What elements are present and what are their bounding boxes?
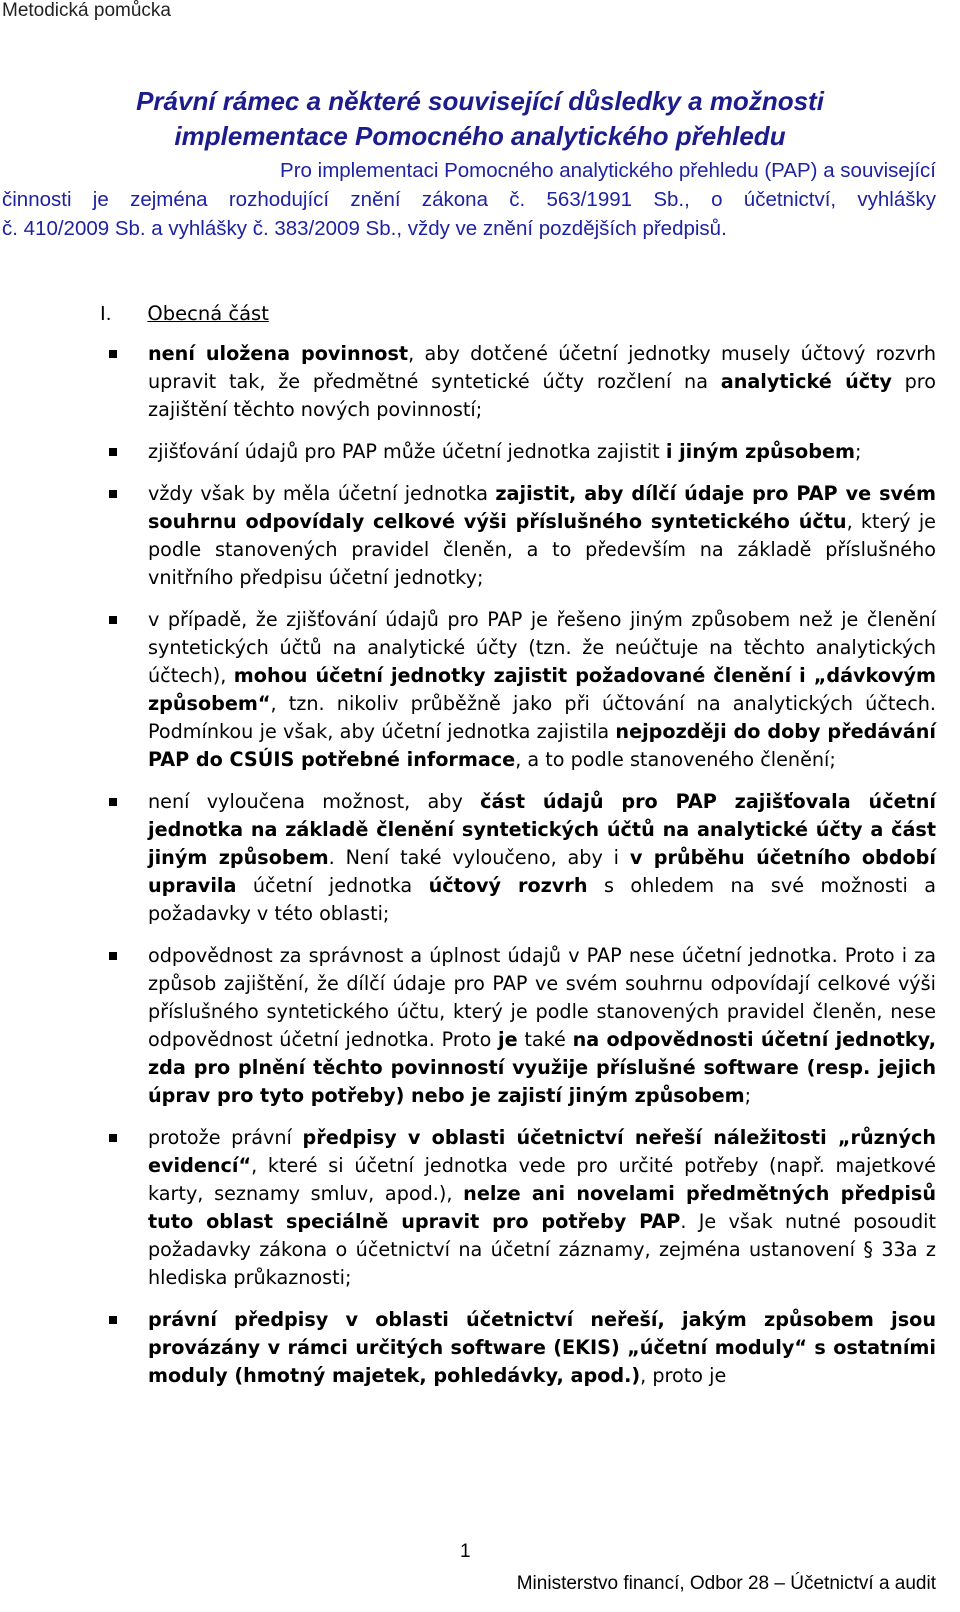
footer: Ministerstvo financí, Odbor 28 – Účetnictví a audit: [516, 1573, 936, 1594]
square-bullet-icon: [109, 350, 117, 358]
text: pro zajištění těchto nových povinností;: [148, 370, 936, 421]
document-title: [0, 84, 960, 154]
text: , které si účetní jednotka vede pro určité potřeby (např. majetkové karty, seznamy smluv, apod.),: [148, 1154, 936, 1205]
text: ;: [744, 1084, 752, 1107]
bold-text: je: [498, 1028, 518, 1051]
text: , který je podle stanovených pravidel členěn, a to především na základě příslušného vnitřního předpisu účetní jednotky;: [148, 510, 936, 589]
text: , tzn. nikoliv průběžně jako při účtování na analytických účtech. Podmínkou je však, aby účetní jednotka zajistila: [148, 692, 936, 743]
square-bullet-icon: [109, 798, 117, 806]
square-bullet-icon: [109, 1134, 117, 1142]
bold-text: na odpovědnosti účetní jednotky, zda pro plnění těchto povinností využije příslušné software (resp. jejich úprav pro tyto potřeby) nebo je zajistí jiným způsobem: [148, 1028, 936, 1107]
section-heading: [100, 302, 269, 326]
bold-text: nelze ani novelami předmětných předpisů tuto oblast speciálně upravit pro potřeby PAP: [148, 1182, 936, 1233]
list-item: [106, 1306, 936, 1390]
square-bullet-icon: [109, 490, 117, 498]
bold-text: právní předpisy v oblasti účetnictví neřeší, jakým způsobem jsou provázány v rámci určitých software (EKIS) „účetní moduly“ s ostatními moduly (hmotný majetek, pohledávky, apod.): [148, 1308, 936, 1387]
list-item: [106, 606, 936, 774]
text: , proto je: [640, 1364, 727, 1387]
section-number: I.: [100, 302, 112, 325]
square-bullet-icon: [109, 616, 117, 624]
section-title: Obecná část: [147, 302, 269, 325]
list-item: [106, 340, 936, 424]
text: účetní jednotka: [236, 874, 429, 897]
page-number: 1: [460, 1541, 471, 1562]
title-line-2: implementace Pomocného analytického přehledu: [174, 121, 786, 151]
intro-line-2: činnosti je zejména rozhodující znění zákona č. 563/1991 Sb., o účetnictví, vyhlášky: [2, 188, 936, 211]
list-item: [106, 438, 936, 466]
text: protože právní: [148, 1126, 303, 1149]
list-item: [106, 788, 936, 928]
text: , a to podle stanoveného členění;: [515, 748, 836, 771]
square-bullet-icon: [109, 448, 117, 456]
bold-text: i jiným způsobem: [665, 440, 855, 463]
intro-line-1: Pro implementaci Pomocného analytického přehledu (PAP) a související: [280, 159, 936, 182]
text: s ohledem na své možnosti a požadavky v této oblasti;: [148, 874, 937, 925]
square-bullet-icon: [109, 952, 117, 960]
intro-line-3: č. 410/2009 Sb. a vyhlášky č. 383/2009 Sb., vždy ve znění pozdějších předpisů.: [2, 217, 727, 240]
bold-text: v průběhu účetního období upravila: [148, 846, 936, 897]
running-head: Metodická pomůcka: [2, 0, 171, 21]
intro-paragraph: [2, 156, 936, 243]
bold-text: předpisy v oblasti účetnictví neřeší náležitosti „různých evidencí“: [148, 1126, 936, 1177]
text: v případě, že zjišťování údajů pro PAP je řešeno jiným způsobem než je členění syntetických účtů na analytické účty (tzn. že neúčtuje na těchto analytických účtech),: [148, 608, 936, 687]
text: není vyloučena možnost, aby: [148, 790, 481, 813]
text: také: [517, 1028, 573, 1051]
text: odpovědnost za správnost a úplnost údajů v PAP nese účetní jednotka. Proto i za způsob zajištění, že dílčí údaje pro PAP ve svém souhrnu odpovídají celkové výši příslušného syntetického účtu, který je podle stanovených pravidel členěn, nese odpovědnost účetní jednotka. Proto: [148, 944, 936, 1051]
list-item: [106, 1124, 936, 1292]
bold-text: část údajů pro PAP zajišťovala účetní jednotka na základě členění syntetických účtů na analytické účty a část jiným způsobem: [148, 790, 937, 869]
bullet-list: [106, 340, 936, 1404]
bold-text: účtový rozvrh: [428, 874, 588, 897]
text: , aby dotčené účetní jednotky musely účtový rozvrh upravit tak, že předmětné syntetické účty rozčlení na: [148, 342, 937, 393]
text: zjišťování údajů pro PAP může účetní jednotka zajistit: [148, 440, 666, 463]
bold-text: není uložena povinnost: [148, 342, 409, 365]
text: . Není také vyloučeno, aby i: [328, 846, 630, 869]
bold-text: zajistit, aby dílčí údaje pro PAP ve svém souhrnu odpovídaly celkové výši příslušného syntetického účtu: [148, 482, 936, 533]
title-line-1: Právní rámec a některé související důsledky a možnosti: [136, 86, 824, 116]
list-item: [106, 942, 936, 1110]
text: . Je však nutné posoudit požadavky zákona o účetnictví na účetní záznamy, zejména ustanovení § 33a z hlediska průkaznosti;: [148, 1210, 936, 1289]
bold-text: mohou účetní jednotky zajistit požadované členění i „dávkovým způsobem“: [148, 664, 936, 715]
bold-text: analytické účty: [720, 370, 892, 393]
list-item: [106, 480, 936, 592]
square-bullet-icon: [109, 1316, 117, 1324]
text: vždy však by měla účetní jednotka: [148, 482, 496, 505]
text: ;: [854, 440, 862, 463]
bold-text: nejpozději do doby předávání PAP do CSÚIS potřebné informace: [148, 720, 936, 771]
